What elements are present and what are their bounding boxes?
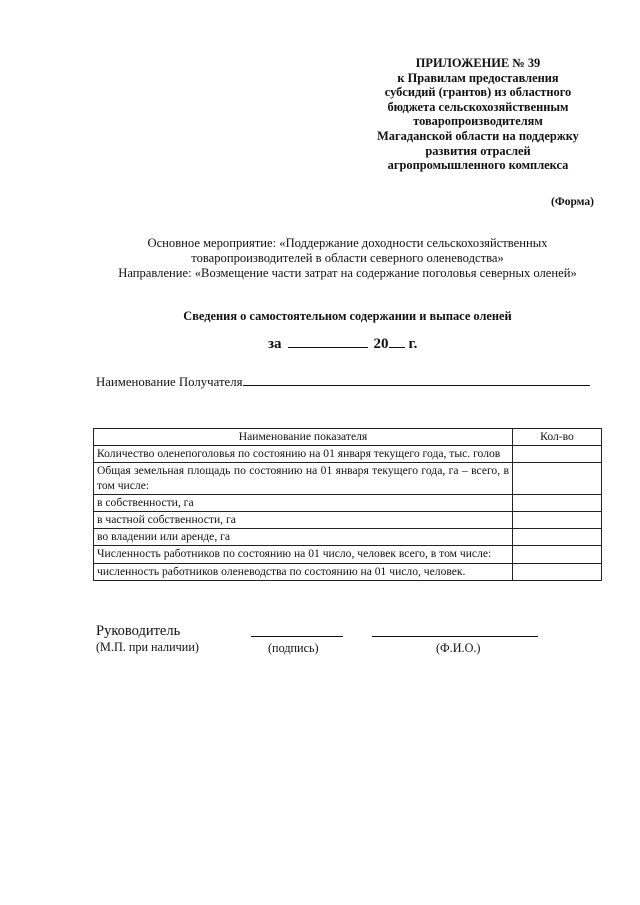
table-row [94,546,602,563]
table-row [94,529,602,546]
table-row [94,446,602,463]
appendix-line: Магаданской области на поддержку [377,128,579,143]
appendix-line: ПРИЛОЖЕНИЕ № 39 [415,56,541,70]
quantity-cell[interactable] [513,563,602,580]
indicator-name: численность работников оленеводства по состоянию на 01 число, человек. [94,563,513,580]
appendix-line: агропромышленного комплекса [387,158,569,173]
indicator-name: в собственности, га [94,494,513,511]
table-row [94,463,602,494]
period-blank-field[interactable] [288,335,368,348]
table-row [94,494,602,511]
recipient-label: Наименование Получателя [96,375,243,389]
appendix-line: товаропроизводителям [413,114,543,129]
column-header-quantity: Кол-во [513,429,602,446]
table-row [94,563,602,580]
appendix-line: субсидий (грантов) из областного [384,85,572,100]
column-header-indicator: Наименование показателя [94,429,513,446]
indicator-name: во владении или аренде, га [94,529,513,546]
indicator-name: Общая земельная площадь по состоянию на 01 января текущего года, га – всего, в том числе: [94,463,513,494]
document-title: Сведения о самостоятельном содержании и выпасе оленей [183,309,512,323]
full-name-caption: (Ф.И.О.) [436,641,481,655]
signature-field[interactable] [251,636,343,637]
quantity-cell[interactable] [513,494,602,511]
reporting-period [268,335,417,353]
quantity-cell[interactable] [513,446,602,463]
table-header-row [94,429,602,446]
quantity-cell[interactable] [513,512,602,529]
table-row [94,512,602,529]
period-suffix: г. [408,336,418,352]
recipient-name-field[interactable] [243,374,590,386]
period-year-prefix: 20 [373,336,389,352]
signature-caption: (подпись) [268,641,319,655]
period-prefix: за [268,336,282,352]
appendix-line: развития отраслей [425,143,531,158]
quantity-cell[interactable] [513,546,602,563]
measure-description [60,236,635,282]
appendix-line: бюджета сельскохозяйственным [387,99,569,114]
full-name-field[interactable] [372,636,538,637]
measure-line: товаропроизводителей в области северного оленеводства» [191,251,504,266]
form-label: (Форма) [550,196,594,208]
measure-line: Основное мероприятие: «Поддержание доходности сельскохозяйственных [147,236,548,250]
indicator-name: в частной собственности, га [94,512,513,529]
head-label: Руководитель [96,623,181,639]
indicators-table [93,428,602,581]
indicator-name: Численность работников по состоянию на 01 число, человек всего, в том числе: [94,546,513,563]
stamp-note: (М.П. при наличии) [96,640,199,654]
recipient-row [96,374,590,390]
quantity-cell[interactable] [513,529,602,546]
appendix-header [362,56,594,173]
measure-line: Направление: «Возмещение части затрат на содержание поголовья северных оленей» [118,266,577,281]
period-year-blank[interactable] [389,335,405,348]
appendix-line: к Правилам предоставления [397,70,559,85]
quantity-cell[interactable] [513,463,602,494]
indicator-name: Количество оленепоголовья по состоянию на 01 января текущего года, тыс. голов [94,446,513,463]
